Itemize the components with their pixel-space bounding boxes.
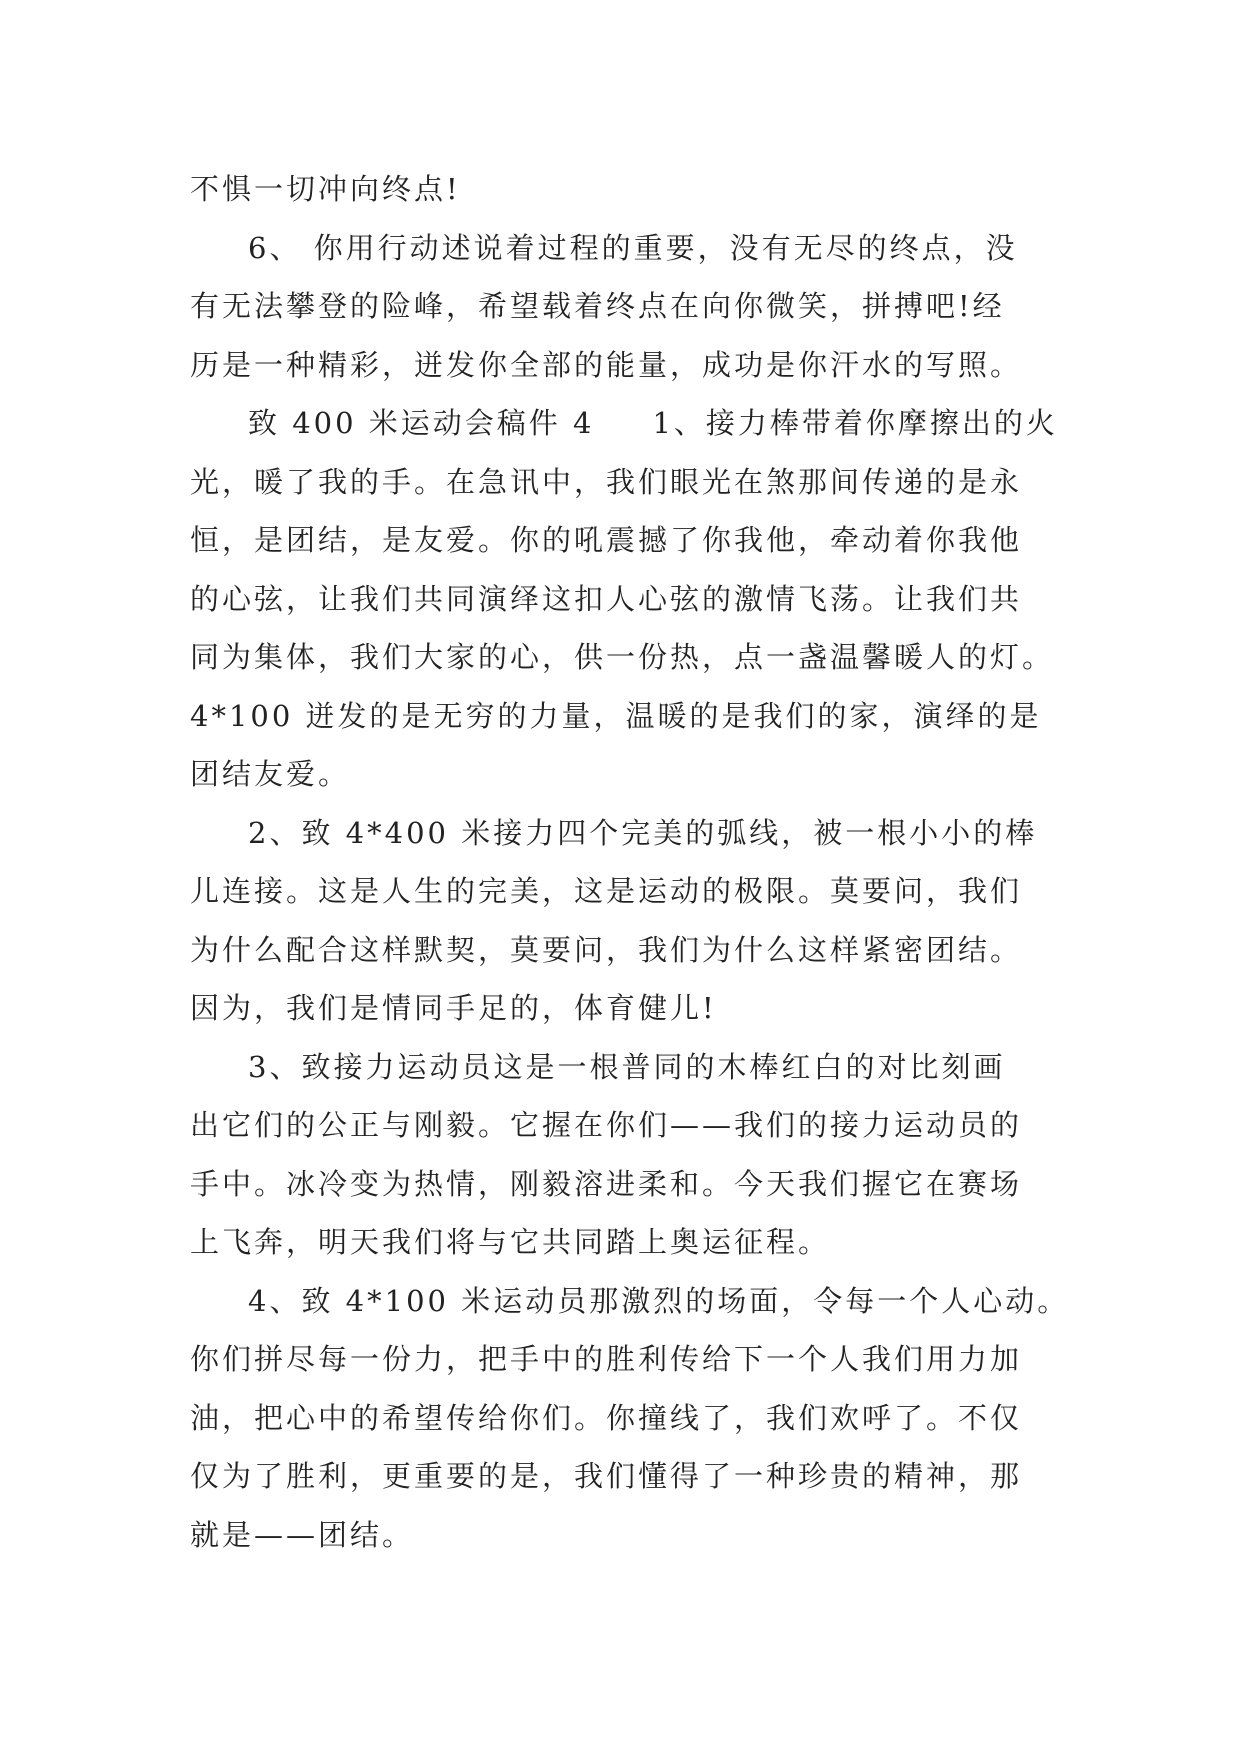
text-line: 出它们的公正与刚毅。它握在你们——我们的接力运动员的: [190, 1108, 1023, 1142]
section-heading: 致 400 米运动会稿件 4: [248, 406, 595, 440]
text-line: 4*100 迸发的是无穷的力量，温暖的是我们的家，演绎的是: [190, 698, 1042, 733]
text-line: 手中。冰冷变为热情，刚毅溶进柔和。今天我们握它在赛场: [190, 1166, 1023, 1201]
text-line: 因为，我们是情同手足的，体育健儿!: [190, 991, 717, 1025]
section-heading-line: [190, 394, 1070, 453]
text-line: 上飞奔，明天我们将与它共同踏上奥运征程。: [190, 1225, 831, 1259]
text-line: 同为集体，我们大家的心，供一份热，点一盏温馨暖人的灯。: [190, 640, 1055, 674]
document-body: [190, 160, 1070, 1564]
text-line: 仅为了胜利，更重要的是，我们懂得了一种珍贵的精神，那: [190, 1459, 1023, 1493]
text-line: 就是——团结。: [190, 1517, 415, 1552]
text-line: 有无法攀登的险峰，希望载着终点在向你微笑，拼搏吧!经: [190, 289, 1005, 323]
text-line: 儿连接。这是人生的完美，这是运动的极限。莫要问，我们: [190, 874, 1023, 908]
text-line: 团结友爱。: [190, 757, 351, 791]
text-line: 恒，是团结，是友爱。你的吼震撼了你我他，牵动着你我他: [190, 523, 1023, 557]
text-line: 4、致 4*100 米运动员那激烈的场面，令每一个人心动。: [248, 1283, 1070, 1318]
text-line: 为什么配合这样默契，莫要问，我们为什么这样紧密团结。: [190, 932, 1023, 967]
text-run: 1、接力棒带着你摩擦出的火: [652, 406, 1058, 440]
text-line: 不惧一切冲向终点!: [190, 172, 461, 206]
text-line: 光，暖了我的手。在急讯中，我们眼光在煞那间传递的是永: [190, 464, 1023, 499]
text-line: 的心弦，让我们共同演绎这扣人心弦的激情飞荡。让我们共: [190, 581, 1023, 616]
text-line: 油，把心中的希望传给你们。你撞线了，我们欢呼了。不仅: [190, 1400, 1023, 1435]
text-line: 6、 你用行动述说着过程的重要，没有无尽的终点，没: [248, 230, 1018, 265]
text-line: 3、致接力运动员这是一根普同的木棒红白的对比刻画: [248, 1049, 1006, 1084]
text-line: 历是一种精彩，迸发你全部的能量，成功是你汗水的写照。: [190, 347, 1023, 382]
text-line: 你们拼尽每一份力，把手中的胜利传给下一个人我们用力加: [190, 1342, 1023, 1376]
text-line: 2、致 4*400 米接力四个完美的弧线，被一根小小的棒: [248, 815, 1038, 850]
